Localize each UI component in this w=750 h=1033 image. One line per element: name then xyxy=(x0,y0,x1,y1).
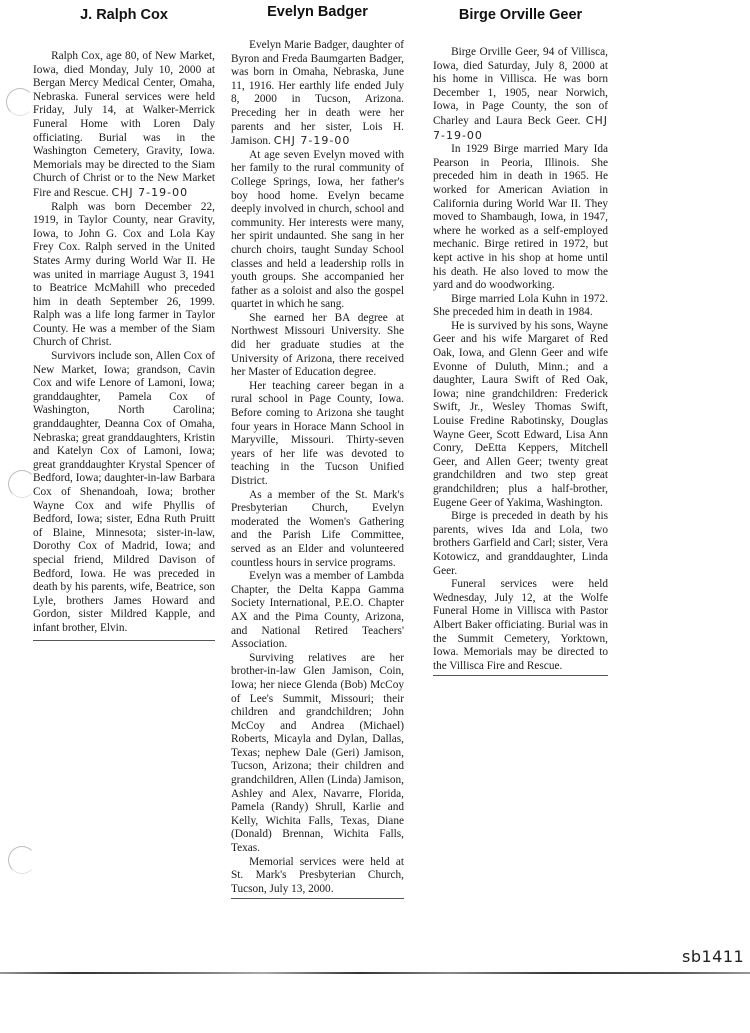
obituary-paragraph: Memorial services were held at St. Mark's Presbyterian Church, Tucson, July 13, 2000. xyxy=(231,855,404,895)
obituary-paragraph: Ralph was born December 22, 1919, in Taylor County, near Gravity, Iowa, to John G. Cox and Lola Kay Frey Cox. Ralph served in the United States Army during World War II. He was united in marriage August 3, 1941 to Beatrice McMahill who preceded him in death September 26, 1999. Ralph was a life long farmer in Taylor County. He was a member of the Siam Church of Christ. xyxy=(33,200,215,349)
handwritten-date-annotation: CHJ 7-19-00 xyxy=(273,134,351,148)
obituary-paragraph: Birge is preceded in death by his parents, wives Ida and Lola, two brothers Garfield and Carl; sister, Vera Kotowicz, and granddaughter, Linda Geer. xyxy=(433,510,608,577)
handwritten-date-annotation: CHJ 7-19-00 xyxy=(111,185,189,199)
obituary-clipping-birge-geer xyxy=(433,0,608,676)
obituary-paragraph: Survivors include son, Allen Cox of New Market, Iowa; grandson, Cavin Cox and wife Lenore of Lamoni, Iowa; granddaughter, Pamela Cox of Washington, North Carolina; granddaughter, Deanna Cox of Omaha, Nebraska; great granddaughters, Kristin and Katelyn Cox of Lamoni, Iowa; great granddaughter Krystal Spencer of Bedford, Iowa; daughter-in-law Barbara Cox of Shenandoah, Iowa; brother Wayne Cox and wife Phyllis of Bedford, Iowa; sister, Edna Ruth Pruitt of Blaine, Minnesota; sister-in-law, Dorothy Cox of Madrid, Iowa; and special friend, Mildred Davison of Bedford, Iowa. He was preceded in death by his parents, wife, Beatrice, son Lyle, brothers James Howard and Gordon, sister Mildred Kapple, and infant brother, Elvin. xyxy=(33,350,215,634)
obituary-title: J. Ralph Cox xyxy=(80,7,168,23)
obituary-paragraph: Evelyn was a member of Lambda Chapter, the Delta Kappa Gamma Society International, P.E.O. Chapter AX and the Pima County, Arizona, and National Retired Teachers' Association. xyxy=(231,570,404,651)
obituary-clipping-evelyn-badger xyxy=(231,0,404,899)
page-fold-line xyxy=(0,972,750,974)
obituary-paragraph: She earned her BA degree at Northwest Missouri University. She did her graduate studies at the University of Arizona, there received her Master of Education degree. xyxy=(231,311,404,379)
obituary-paragraph: Birge married Lola Kuhn in 1972. She preceded him in death in 1984. xyxy=(433,292,608,319)
binder-hole-top xyxy=(6,88,34,116)
obituary-paragraph: Her teaching career began in a rural school in Page County, Iowa. Before coming to Arizona she taught four years in Horace Mann School in Maryville, Missouri. Thirty-seven years of her life was devoted to teaching in the Tucson Unified District. xyxy=(231,379,404,487)
obituary-body xyxy=(33,37,215,641)
obituary-paragraph: He is survived by his sons, Wayne Geer and his wife Margaret of Red Oak, Iowa, and Glenn Geer and wife Evonne of Duluth, Minn.; and a daughter, Laura Swift of Red Oak, Iowa; nine grandchildren: Frederick Swift, Jr., Wesley Thomas Swift, Louise Fredine Rabotinsky, Douglas Wayne Geer, Scott Edward, Lisa Ann Conry, DeEtta Keppers, Mitchell Geer, and Allen Geer; twenty great grandchildren and two step great grandchildren; plus a half-brother, Eugene Geer of Yakima, Washington. xyxy=(433,319,608,509)
obituary-paragraph: Surviving relatives are her brother-in-law Glen Jamison, Coin, Iowa; her niece Glenda (Bob) McCoy of Lee's Summit, Missouri; their children and grandchildren; John McCoy and Andrea (Michael) Roberts, Micayla and Dylan, Dallas, Texas; nephew Dale (Geri) Jamison, Tucson, Arizona; their children and grandchildren, Allen (Linda) Jamison, Ashley and Alex, Navarre, Florida, Pamela (Randy) Shrull, Karlie and Kelly, Wichita Falls, Texas, Diane (Donald) Brennan, Wichita Falls, Texas. xyxy=(231,651,404,855)
binder-hole-bottom xyxy=(8,846,36,874)
obituary-paragraph: In 1929 Birge married Mary Ida Pearson in Peoria, Illinois. She preceded him in death in 1965. He worked for American Aviation in California during World War II. They moved to Shambaugh, Iowa, in 1947, where he worked as a self-employed mechanic. Birge retired in 1972, but kept active in his shop at home until his death. He also loved to mow the yard and do woodworking. xyxy=(433,143,608,292)
obituary-paragraph: Evelyn Marie Badger, daughter of Byron and Freda Baumgarten Badger, was born in Omaha, Nebraska, June 11, 1916. Her earthly life ended July 8, 2000 in Tucson, Arizona. Preceding her in death were her parents and her sister, Lois H. Jamison. CHJ 7-19-00 xyxy=(231,39,404,148)
obituary-paragraph: Ralph Cox, age 80, of New Market, Iowa, died Monday, July 10, 2000 at Bergan Mercy Medical Center, Omaha, Nebraska. Funeral services were held Friday, July 14, at Walker-Merrick Funeral Home with Loren Daly officiating. Burial was in the Washington Cemetery, Gravity, Iowa. Memorials may be directed to the Siam Church of Christ or to the New Market Fire and Rescue. CHJ 7-19-00 xyxy=(33,50,215,199)
obituary-body xyxy=(231,32,404,899)
binder-hole-middle xyxy=(8,470,36,498)
obituary-title: Birge Orville Geer xyxy=(458,7,583,23)
obituary-paragraph: As a member of the St. Mark's Presbyterian Church, Evelyn moderated the Women's Gathering and the Parish Life Committee, served as an Elder and volunteered countless hours in service programs. xyxy=(231,488,404,569)
obituary-body xyxy=(433,37,608,676)
handwritten-date-annotation: CHJ 7-19-00 xyxy=(433,113,608,142)
obituary-clipping-ralph-cox xyxy=(33,0,215,641)
obituary-paragraph: Funeral services were held Wednesday, July 12, at the Wolfe Funeral Home in Villisca with Pastor Albert Baker officiating. Burial was in the Summit Cemetery, Yorktown, Iowa. Memorials may be directed to the Villisca Fire and Rescue. xyxy=(433,578,608,672)
obituary-title: Evelyn Badger xyxy=(267,4,368,20)
obituary-paragraph: At age seven Evelyn moved with her family to the rural community of College Springs, Iowa, her father's boy hood home. Evelyn became deeply involved in church, school and community. Her interests were many, her spirit undaunted. She sang in her church choirs, taught Sunday School classes and held a leadership rolls in youth groups. She accompanied her father as a soloist and also the gospel quartet in which he sang. xyxy=(231,148,404,311)
handwritten-reference-number: sb1411 xyxy=(682,947,745,966)
obituary-paragraph: Birge Orville Geer, 94 of Villisca, Iowa, died Saturday, July 8, 2000 at his home in Villisca. He was born December 1, 1905, near Norwich, Iowa, in Page County, the son of Charley and Laura Beck Geer. CHJ 7-19-00 xyxy=(433,46,608,142)
